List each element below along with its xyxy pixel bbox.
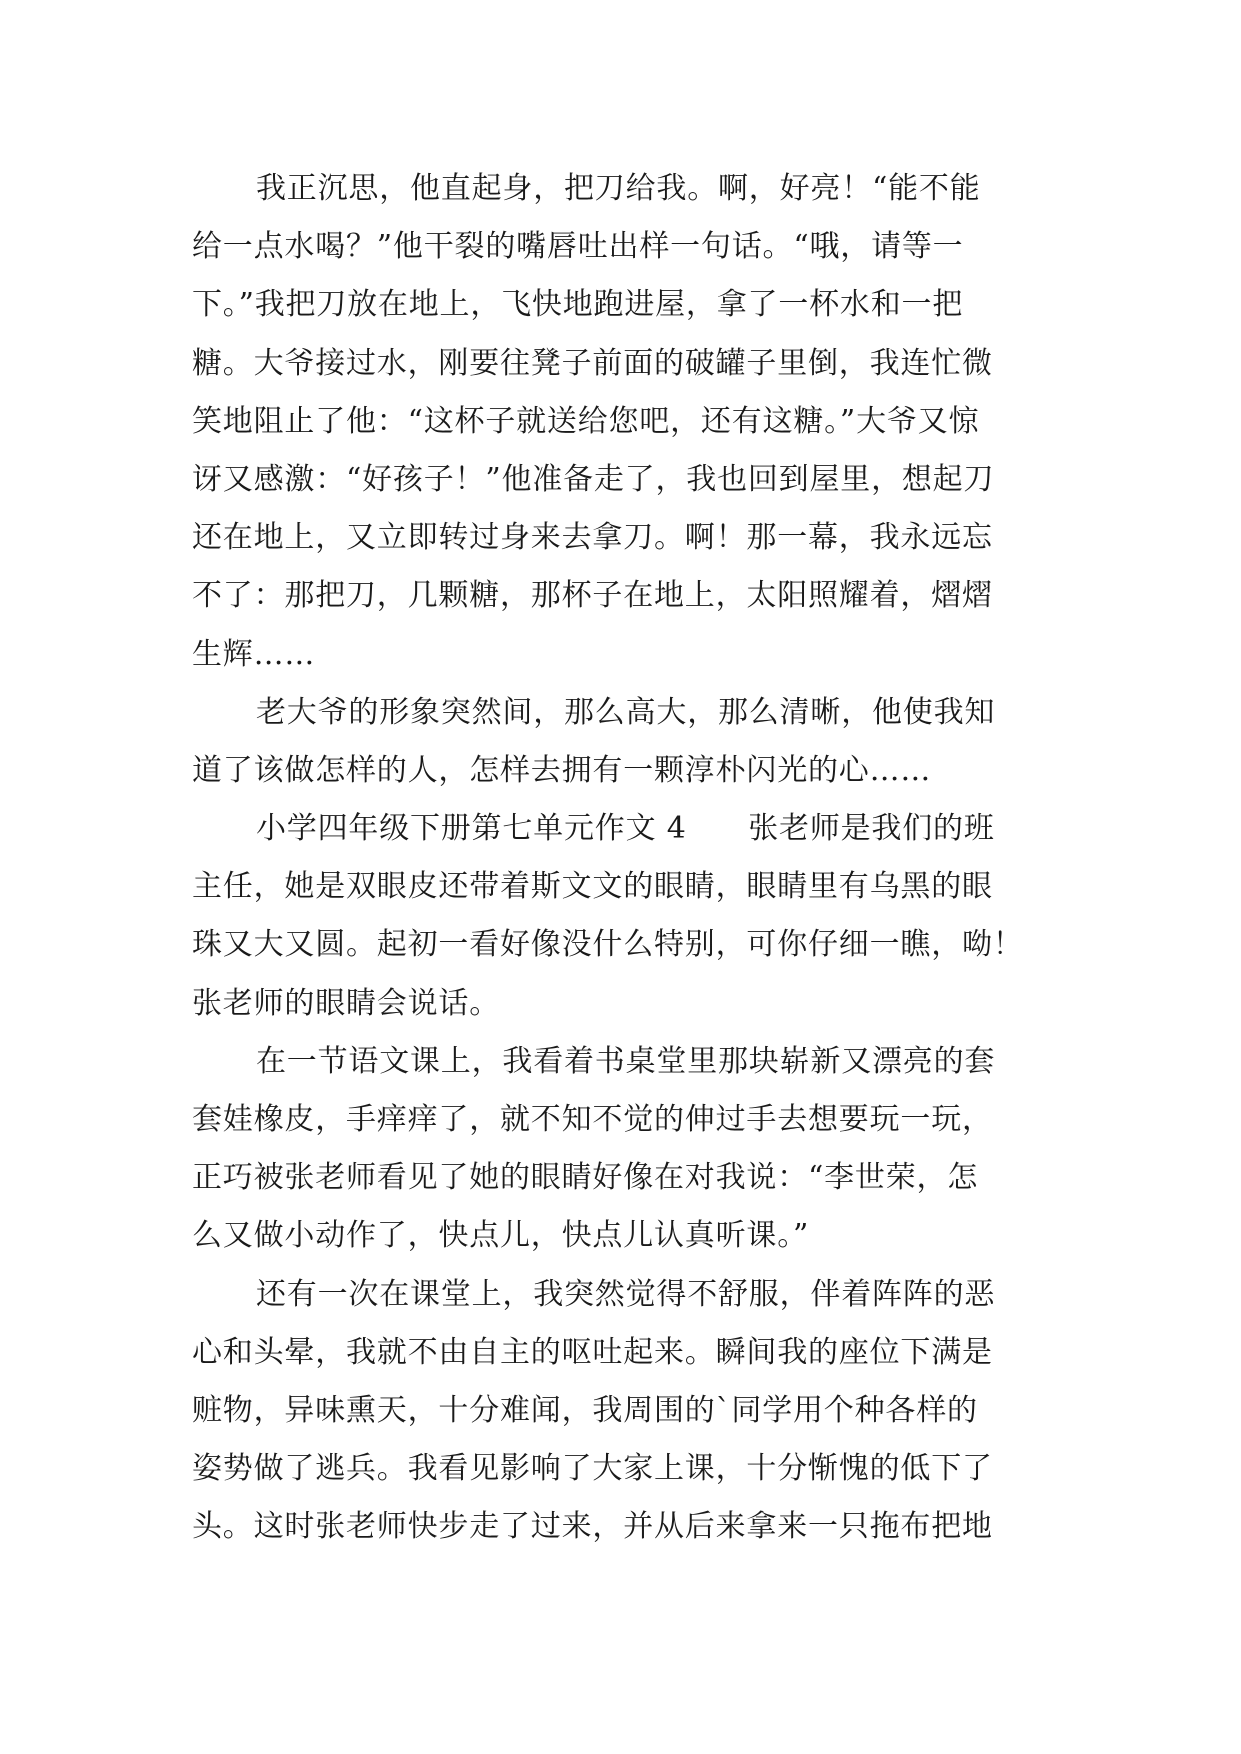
- text-line: 老大爷的形象突然间，那么高大，那么清晰，他使我知: [256, 694, 996, 730]
- text-line: 还在地上，又立即转过身来去拿刀。啊！那一幕，我永远忘: [192, 520, 993, 556]
- text-line: 给一点水喝？”他干裂的嘴唇吐出样一句话。“哦，请等一: [192, 229, 964, 265]
- text-line: 赃物，异味熏天，十分难闻，我周围的`同学用个种各样的: [192, 1392, 978, 1428]
- text-line: 张老师的眼睛会说话。: [192, 985, 500, 1021]
- text-line: 珠又大又圆。起初一看好像没什么特别，可你仔细一瞧，呦！: [192, 927, 1024, 963]
- text-line: 我正沉思，他直起身，把刀给我。啊，好亮！“能不能: [256, 171, 981, 206]
- text-line: 心和头晕，我就不由自主的呕吐起来。瞬间我的座位下满是: [192, 1334, 993, 1370]
- text-line: 头。这时张老师快步走了过来，并从后来拿来一只拖布把地: [192, 1509, 993, 1545]
- text-line: 不了：那把刀，几颗糖，那杯子在地上，太阳照耀着，熠熠: [192, 578, 993, 614]
- text-line: 下。”我把刀放在地上，飞快地跑进屋，拿了一杯水和一把: [192, 287, 964, 323]
- text-line: 糖。大爷接过水，刚要往凳子前面的破罐子里倒，我连忙微: [192, 345, 993, 381]
- text-line: 主任，她是双眼皮还带着斯文文的眼睛，眼睛里有乌黑的眼: [192, 869, 993, 905]
- text-line: 在一节语文课上，我看着书桌堂里那块崭新又漂亮的套: [256, 1043, 996, 1079]
- text-line: 生辉……: [192, 636, 316, 672]
- text-line: 笑地阻止了他：“这杯子就送给您吧，还有这糖。”大爷又惊: [192, 403, 980, 439]
- text-line: 还有一次在课堂上，我突然觉得不舒服，伴着阵阵的恶: [256, 1276, 996, 1312]
- essay-body: [192, 160, 1062, 1557]
- text-line: 套娃橡皮，手痒痒了，就不知不觉的伸过手去想要玩一玩，: [192, 1102, 993, 1137]
- text-line: 讶又感激：“好孩子！”他准备走了，我也回到屋里，想起刀: [192, 461, 995, 497]
- text-line: 正巧被张老师看见了她的眼睛好像在对我说：“李世荣，怎: [192, 1160, 979, 1196]
- text-line: 道了该做怎样的人，怎样去拥有一颗淳朴闪光的心……: [192, 752, 932, 788]
- text-line: 姿势做了逃兵。我看见影响了大家上课，十分惭愧的低下了: [192, 1451, 993, 1487]
- text-line: 么又做小动作了，快点儿，快点儿认真听课。”: [192, 1218, 810, 1254]
- text-line: 小学四年级下册第七单元作文 4 张老师是我们的班: [256, 811, 995, 847]
